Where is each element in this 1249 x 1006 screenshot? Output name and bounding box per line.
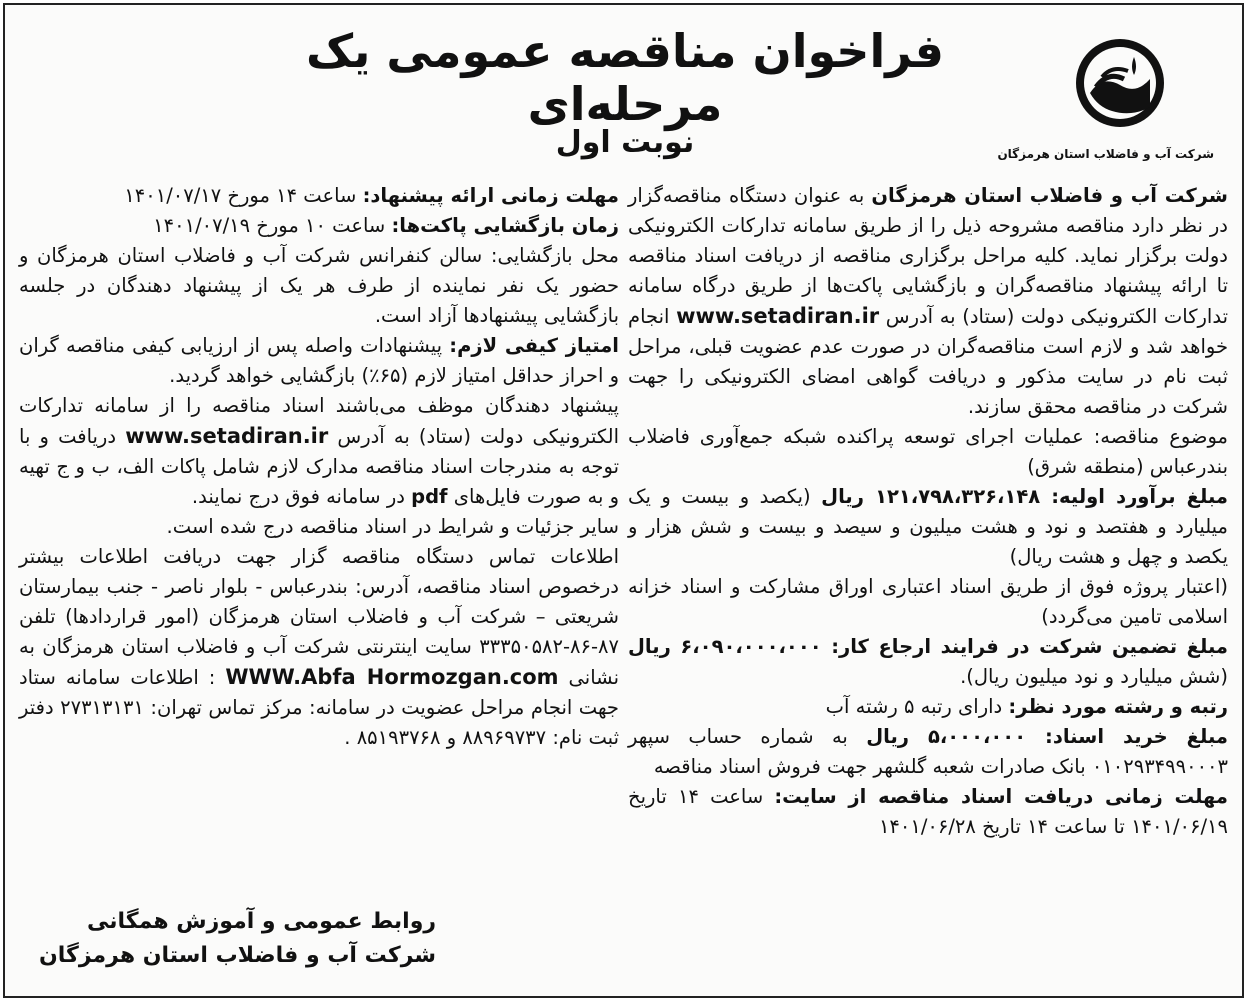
credit-note: (اعتبار پروژه فوق از طریق اسناد اعتباری اوراق مشارکت و اسناد خزانه اسلامی تامین می‌گردد) [628, 575, 1228, 628]
opening-time: زمان بازگشایی پاکت‌ها: ساعت ۱۰ مورخ ۱۴۰۱/۰۷/۱۹ [153, 214, 619, 237]
guarantee: مبلغ تضمین شرکت در فرایند ارجاع کار: ۶،۰۹۰،۰۰۰،۰۰۰ ریال (شش میلیارد و نود میلیون ریال). [628, 635, 1228, 688]
other-details: سایر جزئیات و شرایط در اسناد مناقصه درج شده است. [166, 515, 619, 538]
logo-caption: شرکت آب و فاضلاب استان هرمزگان [997, 147, 1214, 161]
page-title: فراخوان مناقصه عمومی یک مرحله‌ای [306, 24, 944, 131]
left-column [19, 181, 619, 753]
page-subtitle: نوبت اول [555, 125, 695, 160]
abfa-water-logo-icon [1072, 35, 1168, 131]
signature-line-2: شرکت آب و فاضلاب استان هرمزگان [39, 943, 437, 968]
submit-deadline: مهلت زمانی ارائه پیشنهاد: ساعت ۱۴ مورخ ۱۴۰۱/۰۷/۱۷ [124, 184, 619, 207]
setad-link[interactable]: www.setadiran.ir [676, 304, 880, 328]
setad-link-2[interactable]: www.setadiran.ir [125, 424, 329, 448]
intro-paragraph: شرکت آب و فاضلاب استان هرمزگان به عنوان دستگاه مناقصه‌گزار در نظر دارد مناقصه مشروحه ذیل را از طریق سامانه تدارکات الکترونیکی دولت برگزار نماید. کلیه مراحل برگزاری مناقصه از دریافت اسناد مناقصه تا ارائه پیشنهاد مناقصه‌گران و بازگشایی پاکت‌ها از طریق درگاه سامانه تدارکات الکترونیکی دولت (ستاد) به آدرس www.setadiran.ir انجام خواهد شد و لازم است مناقصه‌گران در صورت عدم عضویت قبلی، مراحل ثبت نام در سایت مذکور و دریافت گواهی امضای الکترونیکی را جهت شرکت در مناقصه محقق سازند. [628, 184, 1228, 418]
document-deadline: مهلت زمانی دریافت اسناد مناقصه از سایت: ساعت ۱۴ تاریخ ۱۴۰۱/۰۶/۱۹ تا ساعت ۱۴ تاریخ ۱۴۰۱/۰۶/۲۸ [628, 785, 1228, 838]
logo [1020, 35, 1220, 131]
right-column [628, 181, 1228, 842]
subject: موضوع مناقصه: عملیات اجرای توسعه پراکنده شبکه جمع‌آوری فاضلاب بندرعباس (منطقه شرق) [628, 425, 1228, 478]
abfa-link[interactable]: WWW.Abfa Hormozgan.com [225, 665, 559, 689]
estimate: مبلغ برآورد اولیه: ۱۲۱،۷۹۸،۳۲۶،۱۴۸ ریال (یکصد و بیست و یک میلیارد و هفتصد و نود و هشت میلیون و سیصد و بیست و شش هزار و یکصد و چهل و هشت ریال) [628, 485, 1228, 568]
signature-line-1: روابط عمومی و آموزش همگانی [87, 909, 437, 934]
purchase: مبلغ خرید اسناد: ۵،۰۰۰،۰۰۰ ریال به شماره حساب سپهر ۰۱۰۲۹۳۴۹۹۰۰۰۳ بانک صادرات شعبه گلشهر جهت فروش اسناد مناقصه [628, 725, 1228, 778]
grade: رتبه و رشته مورد نظر: دارای رتبه ۵ رشته آب [825, 695, 1228, 718]
quality-score: امتیاز کیفی لازم: پیشنهادات واصله پس از ارزیابی کیفی مناقصه گران و احراز حداقل امتیاز لازم (۶۵٪) بازگشایی خواهد گردید. [19, 334, 619, 387]
tender-notice [3, 3, 1244, 998]
bidders-instructions: پیشنهاد دهندگان موظف می‌باشند اسناد مناقصه را از سامانه تدارکات الکترونیکی دولت (ستاد) به آدرس www.setadiran.ir دریافت و با توجه به مندرجات اسناد مناقصه مدارک لازم شامل پاکات الف، ب و ج تهیه و به صورت فایل‌های pdf در سامانه فوق درج نمایند. [19, 394, 619, 508]
contact-info: اطلاعات تماس دستگاه مناقصه گزار جهت دریافت اطلاعات بیشتر درخصوص اسناد مناقصه، آدرس: بندرعباس - بلوار ناصر - جنب بیمارستان شریعتی – شرکت آب و فاضلاب استان هرمزگان (امور قراردادها) تلفن ۸۷-۸۶-۳۳۳۵۰۵۸۲ سایت اینترنتی شرکت آب و فاضلاب استان هرمزگان به نشانی WWW.Abfa Hormozgan.com : اطلاعات سامانه ستاد جهت انجام مراحل عضویت در سامانه: مرکز تماس تهران: ۲۷۳۱۳۱۳۱ دفتر ثبت نام: ۸۸۹۶۹۷۳۷ و ۸۵۱۹۳۷۶۸ . [19, 545, 619, 749]
signature [39, 905, 436, 973]
opening-place: محل بازگشایی: سالن کنفرانس شرکت آب و فاضلاب استان هرمزگان و حضور یک نفر نماینده از طرف هر یک از پیشنهاد دهندگان در جلسه بازگشایی پیشنهادها آزاد است. [19, 244, 619, 327]
